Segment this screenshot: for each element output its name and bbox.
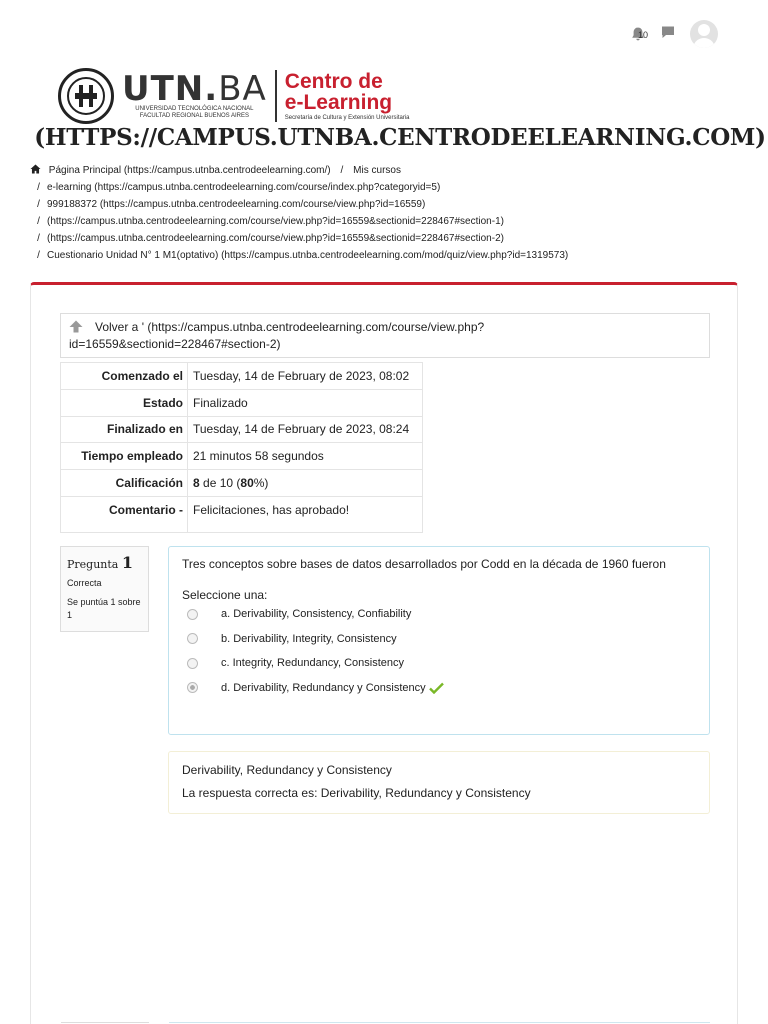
attempt-summary-table — [60, 362, 423, 533]
utn-emblem-icon — [58, 68, 114, 124]
site-url-link[interactable]: (HTTPS://CAMPUS.UTNBA.CENTRODEELEARNING.COM) — [34, 124, 766, 151]
table-row — [61, 470, 423, 497]
breadcrumb-item[interactable]: Cuestionario Unidad N° 1 M1(optativo) (https://campus.utnba.centrodeelearning.com/mod/quiz/view.php?id=1319573) — [47, 250, 569, 261]
summary-value: Tuesday, 14 de February de 2023, 08:02 — [188, 363, 423, 390]
breadcrumb: Página Principal (https://campus.utnba.centrodeelearning.com/) / Mis cursos / e-learning (https://campus.utnba.centrodeelearning.com/course/index.php?categoryid=5) / 999188372 (https://campus.utnba.centrodeelearning.com/course/view.php?id=16559) / (https://campus.utnba.centrodeelearning.com/course/view.php?id=16559&sectionid=228467#section-1) / (https://campus.utnba.centrodeelearning.com/course/view.php?id=16559&sectionid=228467#section-2) / Cuestionario Unidad N° 1 M1(optativo) (https://campus.utnba.centrodeelearning.com/mod/quiz/view.php?id=1319573) — [30, 162, 568, 264]
summary-value: Tuesday, 14 de February de 2023, 08:24 — [188, 416, 423, 443]
centro-elearning-wordmark: Centro de e-Learning Secretaría de Cultura y Extensión Universitaria — [284, 70, 410, 121]
answer-radio[interactable] — [187, 658, 198, 669]
summary-label: Tiempo empleado — [61, 443, 188, 470]
summary-label: Comentario - — [61, 496, 188, 532]
answer-label: c. Integrity, Redundancy, Consistency — [221, 657, 405, 670]
answer-radio-selected[interactable] — [187, 682, 198, 693]
quiz-review-card — [30, 282, 738, 1024]
answer-option — [182, 627, 696, 652]
question-box — [168, 546, 710, 735]
messages-icon[interactable] — [660, 24, 676, 45]
logo-divider — [275, 70, 277, 122]
feedback-box — [168, 751, 710, 814]
breadcrumb-item[interactable]: 999188372 (https://campus.utnba.centrodeelearning.com/course/view.php?id=16559) — [47, 199, 426, 210]
table-row — [61, 443, 423, 470]
question-state: Correcta — [67, 578, 102, 588]
answer-label: d. Derivability, Redundancy y Consistency — [221, 681, 426, 694]
summary-value: Finalizado — [188, 389, 423, 416]
question-label: Pregunta — [67, 558, 122, 571]
summary-value: 21 minutos 58 segundos — [188, 443, 423, 470]
breadcrumb-home[interactable]: Página Principal (https://campus.utnba.centrodeelearning.com/) — [48, 165, 331, 176]
home-icon — [30, 164, 41, 174]
answer-option — [182, 676, 696, 701]
answer-label: b. Derivability, Integrity, Consistency — [221, 632, 397, 645]
summary-label: Estado — [61, 389, 188, 416]
table-row — [61, 363, 423, 390]
answer-radio[interactable] — [187, 609, 198, 620]
correct-check-icon — [429, 682, 444, 694]
user-avatar[interactable] — [690, 20, 718, 48]
breadcrumb-item[interactable]: (https://campus.utnba.centrodeelearning.com/course/view.php?id=16559&sectionid=228467#section-1) — [47, 216, 504, 227]
table-row — [61, 389, 423, 416]
site-logo[interactable] — [58, 68, 410, 124]
answer-radio[interactable] — [187, 633, 198, 644]
breadcrumb-item[interactable]: (https://campus.utnba.centrodeelearning.com/course/view.php?id=16559&sectionid=228467#section-2) — [47, 233, 504, 244]
answer-option — [182, 602, 696, 627]
question-number: 1 — [121, 553, 133, 572]
breadcrumb-mis-cursos[interactable]: Mis cursos — [353, 165, 401, 176]
next-question-box-edge — [169, 1022, 710, 1023]
grade-value: 8 de 10 (80%) — [188, 470, 423, 497]
summary-label: Comenzado el — [61, 363, 188, 390]
next-question-info-edge — [61, 1022, 149, 1023]
answer-option — [182, 651, 696, 676]
correct-answer-text: La respuesta correcta es: Derivability, Redundancy y Consistency — [182, 786, 531, 800]
question-prompt: Seleccione una: — [182, 588, 268, 602]
feedback-answer: Derivability, Redundancy y Consistency — [182, 763, 392, 777]
utn-wordmark: UTN.BA UNIVERSIDAD TECNOLÓGICA NACIONAL FACULTAD REGIONAL BUENOS AIRES — [122, 69, 267, 119]
notifications-bell-icon[interactable] — [630, 26, 649, 42]
top-icons — [630, 20, 718, 48]
question-points: Se puntúa 1 sobre 1 — [67, 597, 141, 620]
summary-label: Finalizado en — [61, 416, 188, 443]
summary-label: Calificación — [61, 470, 188, 497]
notification-count: 10 — [638, 30, 649, 40]
breadcrumb-item[interactable]: e-learning (https://campus.utnba.centrodeelearning.com/course/index.php?categoryid=5) — [47, 182, 441, 193]
arrow-up-icon — [69, 320, 83, 333]
summary-value: Felicitaciones, has aprobado! — [188, 496, 423, 532]
answer-label: a. Derivability, Consistency, Confiability — [221, 608, 412, 621]
table-row — [61, 496, 423, 532]
table-row — [61, 416, 423, 443]
question-text: Tres conceptos sobre bases de datos desarrollados por Codd en la década de 1960 fueron — [182, 557, 666, 571]
question-info — [60, 546, 149, 632]
back-link[interactable]: Volver a ' (https://campus.utnba.centrodeelearning.com/course/view.php? id=16559&sectionid=228467#section-2) — [60, 313, 710, 358]
